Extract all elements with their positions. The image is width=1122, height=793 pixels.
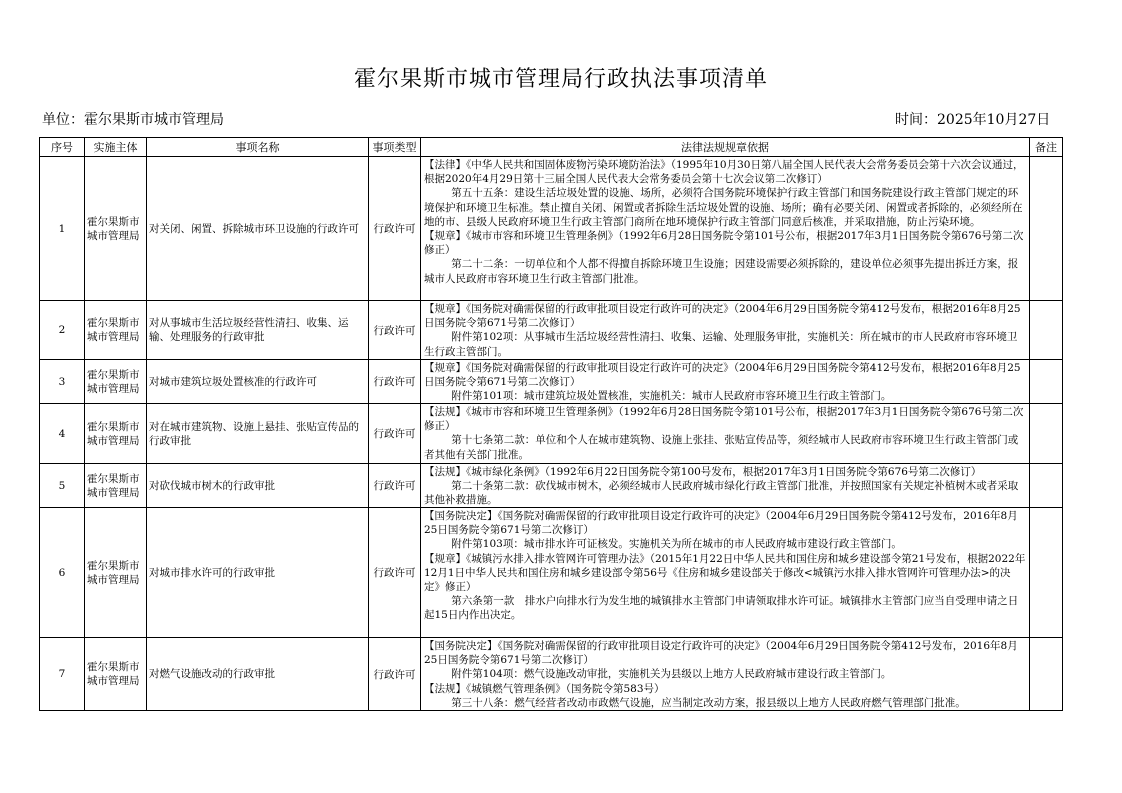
row-subject: 霍尔果斯市城市管理局 <box>85 157 147 301</box>
row-item-name: 对砍伐城市树木的行政审批 <box>147 464 369 508</box>
row-type: 行政许可 <box>369 464 421 508</box>
row-subject: 霍尔果斯市城市管理局 <box>85 404 147 464</box>
col-header-name: 事项名称 <box>147 138 369 157</box>
row-item-name: 对关闭、闲置、拆除城市环卫设施的行政许可 <box>147 157 369 301</box>
row-type: 行政许可 <box>369 360 421 404</box>
basis-para: 【规章】《城镇污水排入排水管网许可管理办法》（2015年1月22日中华人民共和国住房和城乡建设部令第21号发布，根据2022年12月1日中华人民共和国住房和城乡建设部令第56号《住房和城乡建设部关于修改<城镇污水排入排水管网许可管理办法>的决定》修正） <box>424 552 1026 594</box>
basis-para: 附件第104项：燃气设施改动审批，实施机关为县级以上地方人民政府城市建设行政主管部门。 <box>451 668 892 681</box>
enforcement-table <box>39 137 1063 711</box>
row-no: 3 <box>40 360 85 404</box>
row-item-name: 对从事城市生活垃圾经营性清扫、收集、运输、处理服务的行政审批 <box>147 301 369 360</box>
basis-para: 【规章】《国务院对确需保留的行政审批项目设定行政许可的决定》（2004年6月29日国务院令第412号发布，根据2016年8月25日国务院令第671号第二次修订） <box>424 303 1021 330</box>
row-item-name: 对在城市建筑物、设施上悬挂、张贴宣传品的行政审批 <box>147 404 369 464</box>
col-header-type: 事项类型 <box>369 138 421 157</box>
row-type: 行政许可 <box>369 404 421 464</box>
row-subject: 霍尔果斯市城市管理局 <box>85 301 147 360</box>
row-note <box>1030 360 1063 404</box>
row-note <box>1030 157 1063 301</box>
row-basis <box>421 638 1030 711</box>
row-no: 1 <box>40 157 85 301</box>
row-no: 4 <box>40 404 85 464</box>
row-no: 5 <box>40 464 85 508</box>
row-basis <box>421 301 1030 360</box>
table-row <box>40 404 1063 464</box>
row-subject: 霍尔果斯市城市管理局 <box>85 638 147 711</box>
table-row <box>40 638 1063 711</box>
table-header-row <box>40 138 1063 157</box>
row-item-name: 对城市排水许可的行政审批 <box>147 508 369 638</box>
page-title: 霍尔果斯市城市管理局行政执法事项清单 <box>353 67 768 92</box>
col-header-subject: 实施主体 <box>85 138 147 157</box>
basis-para: 附件第101项：城市建筑垃圾处置核准，实施机关：城市人民政府市容环境卫生行政主管部门。 <box>451 390 892 403</box>
row-note <box>1030 508 1063 638</box>
row-note <box>1030 301 1063 360</box>
row-no: 6 <box>40 508 85 638</box>
basis-para: 【规章】《国务院对确需保留的行政审批项目设定行政许可的决定》（2004年6月29日国务院令第412号发布，根据2016年8月25日国务院令第671号第二次修订） <box>424 362 1021 389</box>
table-row <box>40 157 1063 301</box>
row-type: 行政许可 <box>369 508 421 638</box>
basis-para: 第二十条第二款：砍伐城市树木，必须经城市人民政府城市绿化行政主管部门批准，并按照国家有关规定补植树木或者采取其他补救措施。 <box>424 480 1019 507</box>
table-row <box>40 301 1063 360</box>
row-no: 7 <box>40 638 85 711</box>
row-no: 2 <box>40 301 85 360</box>
basis-para: 附件第102项：从事城市生活垃圾经营性清扫、收集、运输、处理服务审批，实施机关：所在城市的市人民政府市容环境卫生行政主管部门。 <box>424 331 1018 358</box>
row-subject: 霍尔果斯市城市管理局 <box>85 508 147 638</box>
col-header-basis: 法律法规规章依据 <box>421 138 1030 157</box>
table-row <box>40 360 1063 404</box>
basis-para: 【法规】《城镇燃气管理条例》（国务院令第583号） <box>424 682 665 695</box>
basis-para: 第二十二条：一切单位和个人都不得擅自拆除环境卫生设施；因建设需要必须拆除的，建设单位必须事先提出拆迁方案，报城市人民政府市容环境卫生行政主管部门批准。 <box>424 258 1019 285</box>
row-subject: 霍尔果斯市城市管理局 <box>85 464 147 508</box>
row-type: 行政许可 <box>369 301 421 360</box>
row-note <box>1030 404 1063 464</box>
row-item-name: 对城市建筑垃圾处置核准的行政许可 <box>147 360 369 404</box>
row-type: 行政许可 <box>369 638 421 711</box>
basis-para: 第三十八条：燃气经营者改动市政燃气设施，应当制定改动方案，报县级以上地方人民政府燃气管理部门批准。 <box>451 696 966 709</box>
table-row <box>40 508 1063 638</box>
row-basis <box>421 464 1030 508</box>
basis-para: 【规章】《城市市容和环境卫生管理条例》（1992年6月28日国务院令第101号公布，根据2017年3月1日国务院令第676号第二次修正） <box>424 230 1024 257</box>
basis-para: 【国务院决定】《国务院对确需保留的行政审批项目设定行政许可的决定》（2004年6月29日国务院令第412号发布，2016年8月25日国务院令第671号第二次修订） <box>424 640 1018 667</box>
row-basis <box>421 508 1030 638</box>
table-row <box>40 464 1063 508</box>
basis-para: 附件第103项：城市排水许可证核发。实施机关为所在城市的市人民政府城市建设行政主管部门。 <box>451 538 902 551</box>
date-label: 时间：2025年10月27日 <box>895 112 1051 128</box>
row-item-name: 对燃气设施改动的行政审批 <box>147 638 369 711</box>
row-note <box>1030 464 1063 508</box>
basis-para: 【国务院决定】《国务院对确需保留的行政审批项目设定行政许可的决定》（2004年6月29日国务院令第412号发布，2016年8月25日国务院令第671号第二次修订） <box>424 510 1018 537</box>
row-note <box>1030 638 1063 711</box>
row-basis <box>421 404 1030 464</box>
row-basis <box>421 360 1030 404</box>
basis-para: 【法规】《城市市容和环境卫生管理条例》（1992年6月28日国务院令第101号公布，根据2017年3月1日国务院令第676号第二次修正） <box>424 406 1024 433</box>
basis-para: 第五十五条：建设生活垃圾处置的设施、场所，必须符合国务院环境保护行政主管部门和国务院建设行政主管部门规定的环境保护和环境卫生标准。禁止擅自关闭、闲置或者拆除生活垃圾处置的设施、场所；确有必要关闭、闲置或者拆除的，必须经所在地的市、县级人民政府环境卫生行政主管部门商所在地环境保护行政主管部门同意后核准，并采取措施，防止污染环境。 <box>424 187 1023 228</box>
col-header-note: 备注 <box>1030 138 1063 157</box>
row-subject: 霍尔果斯市城市管理局 <box>85 360 147 404</box>
row-basis <box>421 157 1030 301</box>
basis-para: 【法规】《城市绿化条例》（1992年6月22日国务院令第100号发布，根据2017年3月1日国务院令第676号第二次修订） <box>424 466 982 478</box>
row-type: 行政许可 <box>369 157 421 301</box>
col-header-no: 序号 <box>40 138 85 157</box>
basis-para: 第六条第一款 排水户向排水行为发生地的城镇排水主管部门申请领取排水许可证。城镇排水主管部门应当自受理申请之日起15日内作出决定。 <box>424 595 1019 622</box>
unit-label: 单位：霍尔果斯市城市管理局 <box>42 112 224 128</box>
basis-para: 第十七条第二款：单位和个人在城市建筑物、设施上张挂、张贴宣传品等，须经城市人民政府市容环境卫生行政主管部门或者其他有关部门批准。 <box>424 434 1019 461</box>
basis-para: 【法律】《中华人民共和国固体废物污染环境防治法》（1995年10月30日第八届全国人民代表大会常务委员会第十六次会议通过，根据2020年4月29日第十三届全国人民代表大会常务委员会第十七次会议第二次修订） <box>424 159 1024 186</box>
